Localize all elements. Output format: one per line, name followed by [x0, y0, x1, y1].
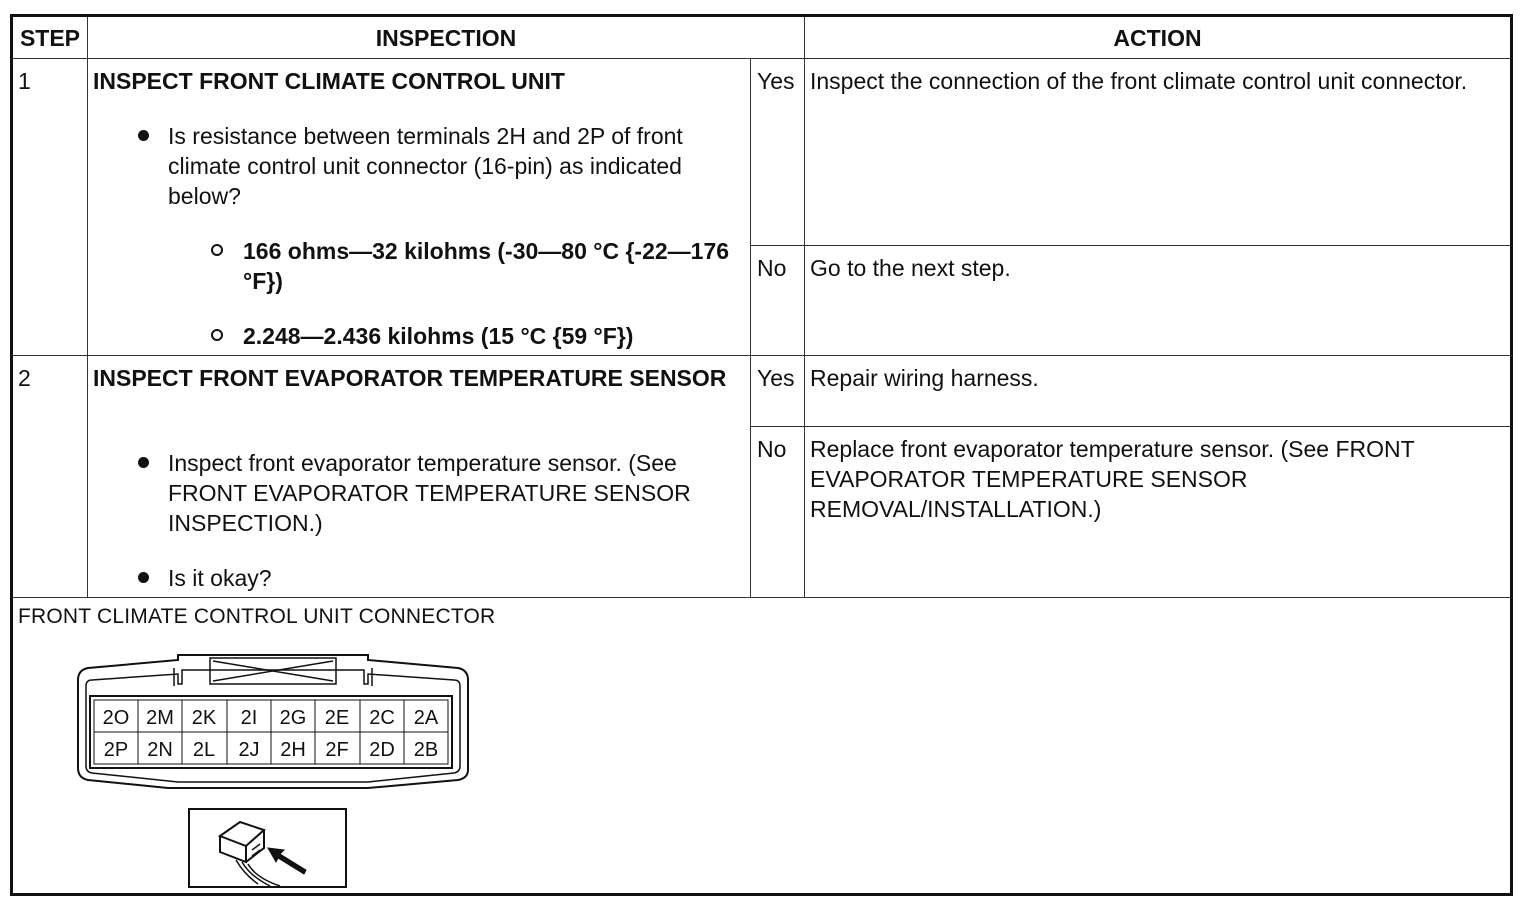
step-number: 2 [18, 365, 31, 391]
step-number: 1 [18, 68, 31, 94]
pin-label: 2K [191, 707, 217, 729]
pin-label: 2O [102, 707, 130, 729]
sub-bullet-ring [211, 244, 223, 256]
pin-label: 2L [192, 739, 216, 761]
answer-action: Repair wiring harness. [810, 365, 1039, 391]
step2-answer-divider [750, 426, 1510, 427]
step-title: INSPECT FRONT CLIMATE CONTROL UNIT [93, 68, 565, 94]
inspection-item: Inspect front evaporator temperature sensor. (See FRONT EVAPORATOR TEMPERATURE SENSOR INSPECTION.) [168, 450, 691, 536]
inspection-item: Is resistance between terminals 2H and 2P of front climate control unit connector (16-pin) as indicated below? [168, 123, 683, 209]
pin-label: 2C [369, 707, 395, 729]
answer-label: Yes [757, 68, 795, 94]
diagram-divider [12, 597, 1510, 598]
pin-label: 2A [413, 707, 439, 729]
pin-label: 2G [279, 707, 307, 729]
header-step: STEP [19, 25, 81, 51]
answer-col-divider [750, 58, 751, 597]
pin-label: 2J [238, 739, 260, 761]
step1-answer-divider [750, 245, 1510, 246]
header-action: ACTION [1113, 25, 1202, 51]
bullet-dot [138, 130, 149, 141]
inspection-item: Is it okay? [168, 565, 272, 591]
answer-label: Yes [757, 365, 795, 391]
connector-diagram [68, 638, 488, 813]
pin-label: 2F [325, 739, 349, 761]
answer-action: Inspect the connection of the front climate control unit connector. [810, 68, 1468, 94]
step-col-divider [87, 17, 88, 597]
row-divider [12, 355, 1510, 356]
pin-label: 2N [147, 739, 173, 761]
resistance-spec: 166 ohms—32 kilohms (-30—80 °C {-22—176 °F}) [243, 238, 730, 294]
header-inspection: INSPECTION [375, 25, 517, 51]
resistance-spec: 2.248—2.436 kilohms (15 °C {59 °F}) [243, 323, 634, 349]
answer-action: Go to the next step. [810, 255, 1011, 281]
bullet-dot [138, 457, 149, 468]
action-col-divider [804, 17, 805, 597]
diagram-title: FRONT CLIMATE CONTROL UNIT CONNECTOR [18, 605, 496, 628]
sub-bullet-ring [211, 329, 223, 341]
answer-label: No [757, 436, 787, 462]
pin-label: 2D [369, 739, 395, 761]
bullet-dot [138, 572, 149, 583]
pin-label: 2P [103, 739, 129, 761]
step-title: INSPECT FRONT EVAPORATOR TEMPERATURE SENSOR [93, 365, 727, 391]
connector-housing [78, 655, 468, 788]
pin-label: 2B [413, 739, 439, 761]
answer-label: No [757, 255, 787, 281]
pin-label: 2H [280, 739, 306, 761]
answer-action: Replace front evaporator temperature sensor. (See FRONT EVAPORATOR TEMPERATURE SENSOR REMOVAL/INSTALLATION.) [810, 436, 1415, 522]
pin-label: 2M [146, 707, 174, 729]
harness-side-connector-icon [188, 808, 348, 890]
pin-label: 2E [324, 707, 350, 729]
pin-label: 2I [240, 707, 258, 729]
